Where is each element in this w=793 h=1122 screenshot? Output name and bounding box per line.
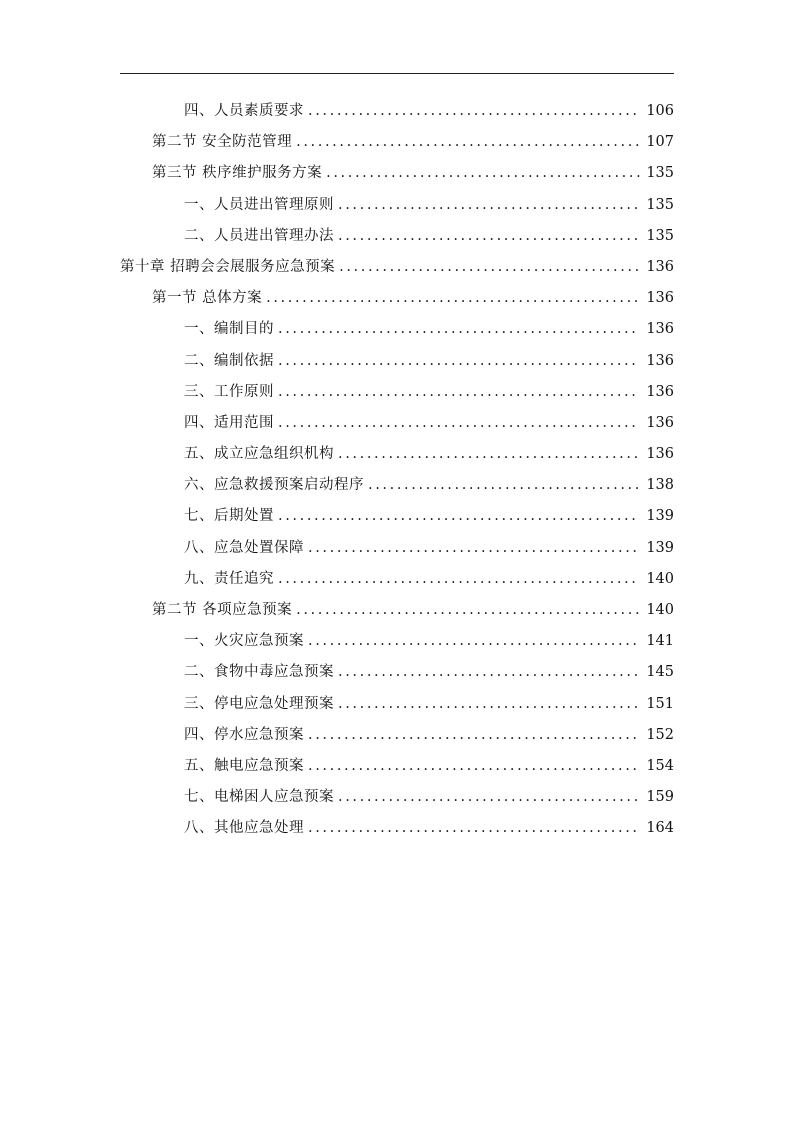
toc-dot-leader [338, 439, 640, 470]
toc-dot-leader [338, 190, 640, 221]
toc-entry-title: 一、编制目的 [184, 321, 274, 338]
table-of-contents [120, 96, 674, 845]
toc-entry[interactable] [120, 782, 674, 813]
toc-entry-title: 第一节 总体方案 [152, 290, 263, 307]
toc-entry[interactable] [120, 346, 674, 377]
toc-entry-page-number: 106 [646, 103, 674, 119]
toc-entry[interactable] [120, 190, 674, 221]
toc-entry-page-number: 145 [646, 664, 674, 681]
toc-entry-page-number: 136 [646, 290, 674, 307]
toc-entry-page-number: 140 [646, 570, 674, 587]
toc-entry-title: 二、人员进出管理办法 [184, 227, 334, 244]
toc-dot-leader [338, 221, 640, 252]
toc-entry-page-number: 136 [646, 383, 674, 400]
toc-entry[interactable] [120, 314, 674, 345]
toc-entry[interactable] [120, 751, 674, 782]
toc-entry[interactable] [120, 221, 674, 252]
toc-entry-page-number: 141 [646, 633, 674, 650]
toc-entry-page-number: 135 [646, 165, 674, 182]
toc-entry[interactable] [120, 657, 674, 688]
toc-dot-leader [266, 283, 640, 314]
toc-entry-title: 第十章 招聘会会展服务应急预案 [120, 258, 336, 275]
toc-dot-leader [308, 626, 640, 657]
toc-entry[interactable] [120, 252, 674, 283]
toc-entry-page-number: 152 [646, 726, 674, 743]
toc-entry-title: 二、食物中毒应急预案 [184, 664, 334, 681]
header-rule [120, 73, 674, 74]
toc-entry-title: 五、成立应急组织机构 [184, 446, 334, 463]
toc-entry-page-number: 136 [646, 352, 674, 369]
toc-entry-title: 八、其他应急处理 [184, 820, 304, 837]
toc-entry[interactable] [120, 470, 674, 501]
toc-entry-title: 三、工作原则 [184, 383, 274, 400]
toc-entry[interactable] [120, 689, 674, 720]
toc-entry-title: 第二节 安全防范管理 [152, 134, 293, 151]
toc-entry[interactable] [120, 377, 674, 408]
toc-entry[interactable] [120, 533, 674, 564]
toc-entry-title: 七、电梯困人应急预案 [184, 789, 334, 806]
toc-dot-leader [338, 782, 640, 813]
toc-entry[interactable] [120, 720, 674, 751]
toc-entry-page-number: 107 [646, 134, 674, 151]
toc-dot-leader [296, 127, 640, 158]
toc-entry[interactable] [120, 158, 674, 189]
toc-entry[interactable] [120, 595, 674, 626]
toc-dot-leader [308, 96, 640, 127]
toc-dot-leader [326, 158, 640, 189]
toc-dot-leader [278, 408, 640, 439]
toc-entry-title: 四、适用范围 [184, 414, 274, 431]
toc-entry-page-number: 136 [646, 321, 674, 338]
toc-dot-leader [368, 470, 640, 501]
toc-entry-title: 五、触电应急预案 [184, 757, 304, 774]
toc-dot-leader [278, 501, 640, 532]
toc-entry-title: 九、责任追究 [184, 570, 274, 587]
toc-dot-leader [338, 689, 640, 720]
toc-entry-title: 四、停水应急预案 [184, 726, 304, 743]
toc-entry-title: 第三节 秩序维护服务方案 [152, 165, 323, 182]
toc-entry[interactable] [120, 626, 674, 657]
toc-dot-leader [338, 657, 640, 688]
toc-entry[interactable] [120, 408, 674, 439]
toc-entry-page-number: 140 [646, 602, 674, 618]
toc-dot-leader [308, 751, 640, 782]
toc-dot-leader [308, 533, 640, 564]
toc-entry-title: 八、应急处置保障 [184, 539, 304, 556]
toc-entry-title: 六、应急救援预案启动程序 [184, 477, 364, 494]
toc-entry[interactable] [120, 439, 674, 470]
toc-entry-title: 一、人员进出管理原则 [184, 196, 334, 213]
toc-entry-title: 三、停电应急处理预案 [184, 695, 334, 712]
toc-entry-page-number: 135 [646, 196, 674, 213]
toc-entry-page-number: 154 [646, 757, 674, 774]
toc-dot-leader [296, 595, 640, 626]
toc-entry[interactable] [120, 96, 674, 127]
toc-entry-page-number: 151 [646, 695, 674, 712]
toc-dot-leader [308, 720, 640, 751]
toc-entry-page-number: 139 [646, 539, 674, 556]
toc-entry-title: 第二节 各项应急预案 [152, 602, 293, 618]
toc-dot-leader [278, 314, 640, 345]
toc-entry-title: 七、后期处置 [184, 508, 274, 525]
toc-entry-page-number: 136 [646, 414, 674, 431]
toc-entry-page-number: 136 [646, 258, 674, 275]
toc-dot-leader [278, 564, 640, 595]
toc-entry-page-number: 136 [646, 446, 674, 463]
toc-entry[interactable] [120, 501, 674, 532]
toc-entry-page-number: 139 [646, 508, 674, 525]
toc-entry-page-number: 164 [646, 820, 674, 837]
toc-entry-page-number: 138 [646, 477, 674, 494]
toc-entry[interactable] [120, 127, 674, 158]
toc-entry-title: 一、火灾应急预案 [184, 633, 304, 650]
toc-dot-leader [339, 252, 640, 283]
toc-dot-leader [278, 346, 640, 377]
toc-dot-leader [278, 377, 640, 408]
toc-entry-page-number: 159 [646, 789, 674, 806]
toc-entry-page-number: 135 [646, 227, 674, 244]
toc-entry[interactable] [120, 564, 674, 595]
toc-dot-leader [308, 813, 640, 844]
toc-entry-title: 四、人员素质要求 [184, 103, 304, 119]
toc-entry[interactable] [120, 283, 674, 314]
toc-entry[interactable] [120, 813, 674, 844]
toc-entry-title: 二、编制依据 [184, 352, 274, 369]
